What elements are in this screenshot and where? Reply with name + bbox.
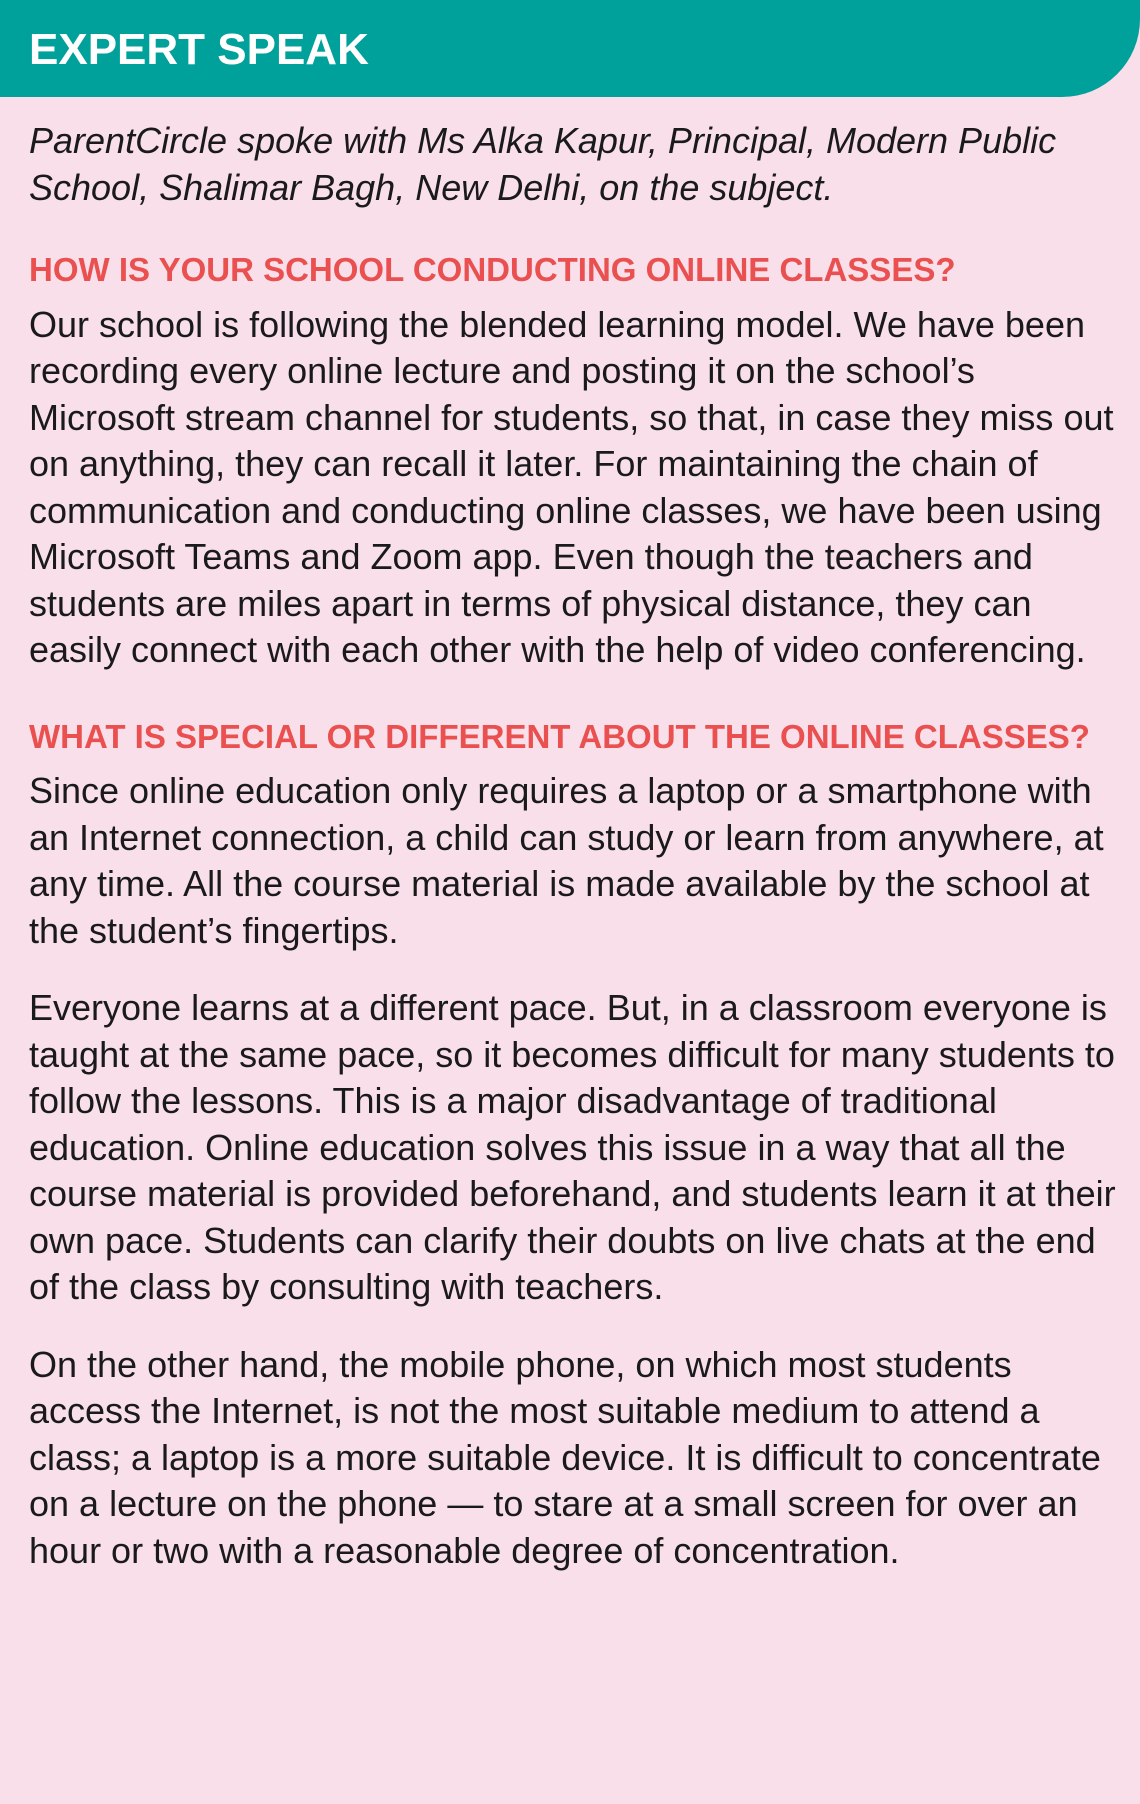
question-heading: HOW IS YOUR SCHOOL CONDUCTING ONLINE CLASSES? — [29, 251, 956, 288]
answer-paragraph: On the other hand, the mobile phone, on which most students access the Internet, is not the most suitable medium to attend a class; a laptop is a more suitable device. It is difficult to concentrate on a lecture on the phone — to stare at a small screen for over an hour or two with a reasonable degree of concentration. — [29, 1343, 1101, 1571]
section-title: EXPERT SPEAK — [29, 25, 369, 74]
answer-paragraph: Since online education only requires a laptop or a smartphone with an Internet connection, a child can study or learn from anywhere, at any time. All the course material is made available by the school at the student’s fingertips. — [29, 770, 1104, 951]
article-body — [29, 118, 1119, 1574]
intro-text: ParentCircle spoke with Ms Alka Kapur, Principal, Modern Public School, Shalimar Bagh, New Delhi, on the subject. — [29, 120, 1057, 208]
question-heading: WHAT IS SPECIAL OR DIFFERENT ABOUT THE ONLINE CLASSES? — [29, 717, 1090, 755]
answer-paragraph: Everyone learns at a different pace. But, in a classroom everyone is taught at the same pace, so it becomes difficult for many students to follow the lessons. This is a major disadvantage of traditional education. Online education solves this issue in a way that all the course material is provided beforehand, and students learn it at their own pace. Students can clarify their doubts on live chats at the end of the class by consulting with teachers. — [29, 987, 1116, 1307]
answer-paragraph: Our school is following the blended learning model. We have been recording every online lecture and posting it on the school’s Microsoft stream channel for students, so that, in case they miss out on anything, they can recall it later. For maintaining the chain of communication and conducting online classes, we have been using Microsoft Teams and Zoom app. Even though the teachers and students are miles apart in terms of physical distance, they can easily connect with each other with the help of video conferencing. — [29, 303, 1114, 670]
header-banner — [0, 0, 1140, 97]
